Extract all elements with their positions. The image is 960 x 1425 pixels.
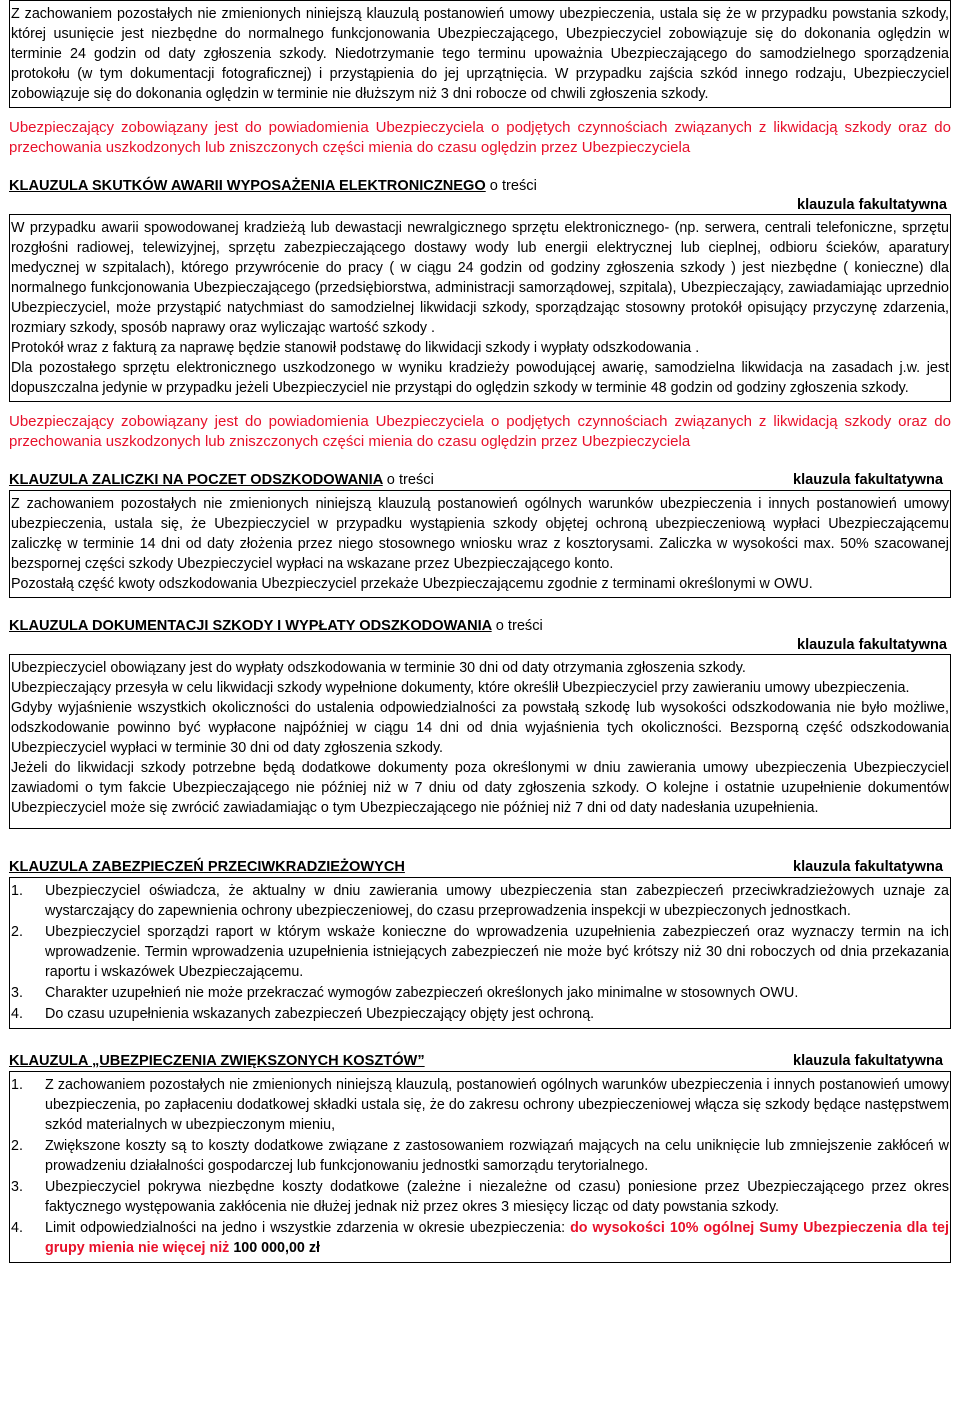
list-item: [11, 1004, 949, 1024]
clause-title-suffix: o treści: [495, 618, 543, 634]
list-text: Ubezpieczyciel sporządzi raport w którym wskaże konieczne do wprowadzenia uzupełnienia zabezpieczeń oraz wyznaczy termin na ich wprowadzenie. Termin wprowadzenia uzupełnienia istniejących zabezpieczeń nie może być krótszy niż 30 dni roboczych od dnia przekazania raportu i wskazówek Ubezpieczającemu.: [45, 924, 949, 980]
list-number: 4.: [11, 1220, 23, 1236]
clause-title-documentation: [9, 616, 951, 636]
list-number: 1.: [11, 883, 23, 899]
clause-title-text: KLAUZULA ZALICZKI NA POCZET ODSZKODOWANIA: [9, 472, 383, 488]
clause-paragraph: Dla pozostałego sprzętu elektronicznego uszkodzonego w wyniku kradzieży powodującej awarię, samodzielna likwidacja na zasadach j.w. jest dopuszczalna jedynie w przypadku jeżeli Ubezpieczyciel nie przystąpi do oględzin szkody w terminie 48 godzin od godziny zgłoszenia szkody.: [11, 360, 949, 396]
clause-title-text: KLAUZULA SKUTKÓW AWARII WYPOSAŻENIA ELEKTRONICZNEGO: [9, 178, 486, 194]
clause-paragraph: Protokół wraz z fakturą za naprawę będzie stanowił podstawę do likwidacji szkody i wypłaty odszkodowania .: [11, 340, 700, 356]
optional-label: klauzula fakultatywna: [792, 1053, 943, 1069]
clause-antitheft-box: [9, 877, 951, 1029]
clause-documentation-box: [9, 654, 951, 829]
list-number: 4.: [11, 1006, 23, 1022]
clause-title-text: KLAUZULA DOKUMENTACJI SZKODY I WYPŁATY ODSZKODOWANIA: [9, 618, 492, 634]
clause-paragraph: Ubezpieczający przesyła w celu likwidacji szkody wypełnione dokumenty, które określił Ubezpieczyciel przy zawieraniu umowy ubezpieczenia.: [11, 680, 910, 696]
list-text: Limit odpowiedzialności na jedno i wszystkie zdarzenia w okresie ubezpieczenia:: [45, 1220, 566, 1236]
list-item: [11, 881, 949, 921]
list-item: [11, 922, 949, 982]
optional-label: klauzula fakultatywna: [792, 472, 943, 488]
clause-increased-costs-box: [9, 1071, 951, 1263]
list-item: [11, 1136, 949, 1176]
clause-title-antitheft: [9, 857, 951, 877]
list-item: [11, 1218, 949, 1258]
clause-paragraph: Pozostałą część kwoty odszkodowania Ubezpieczyciel przekaże Ubezpieczającemu zgodnie z terminami określonymi w OWU.: [11, 576, 813, 592]
optional-label: klauzula fakultatywna: [792, 859, 943, 875]
list-text: Zwiększone koszty są to koszty dodatkowe związane z zastosowaniem rozwiązań mających na celu uniknięcie lub zmniejszenie zakłóceń w prowadzeniu działalności gospodarczej lub funkcjonowaniu jednostki samorządu terytorialnego.: [45, 1138, 949, 1174]
list-item: [11, 1177, 949, 1217]
list-number: 2.: [11, 924, 23, 940]
list-number: 3.: [11, 985, 23, 1001]
clause-electronic-box: [9, 214, 951, 402]
clause-paragraph: Ubezpieczyciel obowiązany jest do wypłaty odszkodowania w terminie 30 dni od daty otrzymania zgłoszenia szkody.: [11, 660, 746, 676]
clause-title-text: KLAUZULA ZABEZPIECZEŃ PRZECIWKRADZIEŻOWYCH: [9, 859, 405, 875]
limit-amount: 100 000,00 zł: [233, 1240, 320, 1256]
list-number: 2.: [11, 1138, 23, 1154]
clause-paragraph: W przypadku awarii spowodowanej kradzieżą lub dewastacji newralgicznego sprzętu elektronicznego- (np. serwera, centrali telefoniczne, sprzętu rozgłośni radiowej, telewizyjnej, sprzętu zabezpieczającego dostawy wody lub energii elektrycznej lub cieplnej, odbioru ścieków, aparatury medycznej w szpitalach), którego przywrócenie do pracy ( w ciągu 24 godzin od godziny zgłoszenia szkody ) jest niezbędne ( konieczne) dla normalnego funkcjonowania Ubezpieczającego (przedsiębiorstwa, administracji samorządowej, szpitala), Ubezpieczający, zawiadamiając uprzednio Ubezpieczyciel, może przystąpić natychmiast do samodzielnej likwidacji szkody, sporządzając stosowny protokół opisujący przyczynę zdarzenia, rozmiary szkody, sposób naprawy oraz wyliczając wartość szkody .: [11, 220, 949, 336]
list-text: Ubezpieczyciel oświadcza, że aktualny w dniu zawierania umowy ubezpieczenia stan zabezpieczeń przeciwkradzieżowych uznaje za wystarczający do zapewnienia ochrony ubezpieczeniowej, do czasu przeprowadzenia inspekcji w ubezpieczonych jednostkach.: [45, 883, 949, 919]
limit-highlight: do wysokości 10% ogólnej Sumy Ubezpieczenia dla tej grupy mienia nie więcej niż: [45, 1220, 949, 1256]
list-number: 3.: [11, 1179, 23, 1195]
clause-advance-box: [9, 490, 951, 598]
optional-label: klauzula fakultatywna: [796, 637, 947, 653]
clause-continuation-text: Z zachowaniem pozostałych nie zmienionych niniejszą klauzulą postanowień umowy ubezpieczenia, ustala się że w przypadku powstania szkody, której usunięcie jest niezbędne do normalnego funkcjonowania Ubezpieczającego, Ubezpieczyciel zobowiązuje się do dokonania oględzin w terminie 24 godzin od daty zgłoszenia szkody. Niedotrzymanie tego terminu upoważnia Ubezpieczającego do samodzielnego sporządzenia protokołu (w tym dokumentacji fotograficznej) i przystąpienia do jej uprzątnięcia. W przypadku zajścia szkód innego rodzaju, Ubezpieczyciel zobowiązuje się do dokonania oględzin w terminie nie dłuższym niż 3 dni robocze od chwili zgłoszenia szkody.: [11, 6, 949, 102]
clause-continuation-box: [9, 0, 951, 108]
notice-red-2: Ubezpieczający zobowiązany jest do powiadomienia Ubezpieczyciela o podjętych czynnościach związanych z likwidacją szkody oraz do przechowania uszkodzonych lub zniszczonych części mienia do czasu oględzin przez Ubezpieczyciela: [9, 413, 951, 450]
list-text: Charakter uzupełnień nie może przekraczać wymogów zabezpieczeń określonych jako minimalne w stosownych OWU.: [45, 985, 799, 1001]
clause-paragraph: Gdyby wyjaśnienie wszystkich okoliczności do ustalenia odpowiedzialności za powstałą szkodę lub wysokości odszkodowania nie było możliwe, odszkodowanie powinno być wypłacone najpóźniej w ciągu 14 dni od dnia wyjaśnienia tych okoliczności. Bezsporną część odszkodowania Ubezpieczyciel wypłaci w terminie 30 dni od daty zgłoszenia szkody.: [11, 700, 949, 756]
clause-paragraph: Jeżeli do likwidacji szkody potrzebne będą dodatkowe dokumenty poza określonymi w dniu zawierania umowy ubezpieczenia Ubezpieczyciel zawiadomi o tym fakcie Ubezpieczającego nie później niż w 7 dniu od daty zgłoszenia szkody. O kolejne i ostatnie uzupełnienie dokumentów Ubezpieczyciel może się zwrócić zawiadamiając o tym Ubezpieczającego nie później niż 7 dni od daty nadesłania uzupełnienia.: [11, 760, 949, 816]
clause-title-advance: [9, 470, 951, 490]
clause-title-text: KLAUZULA „UBEZPIECZENIA ZWIĘKSZONYCH KOSZTÓW”: [9, 1053, 425, 1069]
clause-title-electronic: [9, 176, 951, 196]
optional-label: klauzula fakultatywna: [796, 197, 947, 213]
clause-paragraph: Z zachowaniem pozostałych nie zmienionych niniejszą klauzulą postanowień ogólnych warunków ubezpieczenia i innych postanowień umowy ubezpieczenia, ustala się, że Ubezpieczyciel w przypadku wystąpienia szkody objętej ochroną ubezpieczeniową wypłaci Ubezpieczającemu zaliczkę w terminie 14 dni od daty złożenia przez niego stosownego wniosku wraz z kosztorysami. Zaliczka w wysokości max. 50% szacowanej bezspornej części szkody Ubezpieczyciel wypłaci na wskazane przez Ubezpieczającego konto.: [11, 496, 949, 572]
list-text: Do czasu uzupełnienia wskazanych zabezpieczeń Ubezpieczający objęty jest ochroną.: [45, 1006, 595, 1022]
list-item: [11, 1075, 949, 1135]
list-text: Z zachowaniem pozostałych nie zmienionych niniejszą klauzulą, postanowień ogólnych warunków ubezpieczenia i innych postanowień umowy ubezpieczenia, po zapłaceniu dodatkowej składki ustala się, że do zakresu ochrony ubezpieczeniowej włącza się szkody będące następstwem szkód materialnych w ubezpieczonym mieniu,: [45, 1077, 949, 1133]
clause-title-suffix: o treści: [386, 472, 434, 488]
document-page: [9, 0, 951, 1263]
list-text: Ubezpieczyciel pokrywa niezbędne koszty dodatkowe (zależne i niezależne od czasu) poniesione przez Ubezpieczającego przez okres faktycznego występowania zakłócenia nie dłużej jednak niż przez okres 3 miesięcy licząc od daty powstania szkody.: [45, 1179, 949, 1215]
increased-costs-list: [11, 1075, 949, 1258]
antitheft-list: [11, 881, 949, 1024]
list-item: [11, 983, 949, 1003]
list-number: 1.: [11, 1077, 23, 1093]
clause-title-increased-costs: [9, 1051, 951, 1071]
notice-red-1: Ubezpieczający zobowiązany jest do powiadomienia Ubezpieczyciela o podjętych czynnościach związanych z likwidacją szkody oraz do przechowania uszkodzonych lub zniszczonych części mienia do czasu oględzin przez Ubezpieczyciela: [9, 119, 951, 156]
clause-title-suffix: o treści: [489, 178, 537, 194]
